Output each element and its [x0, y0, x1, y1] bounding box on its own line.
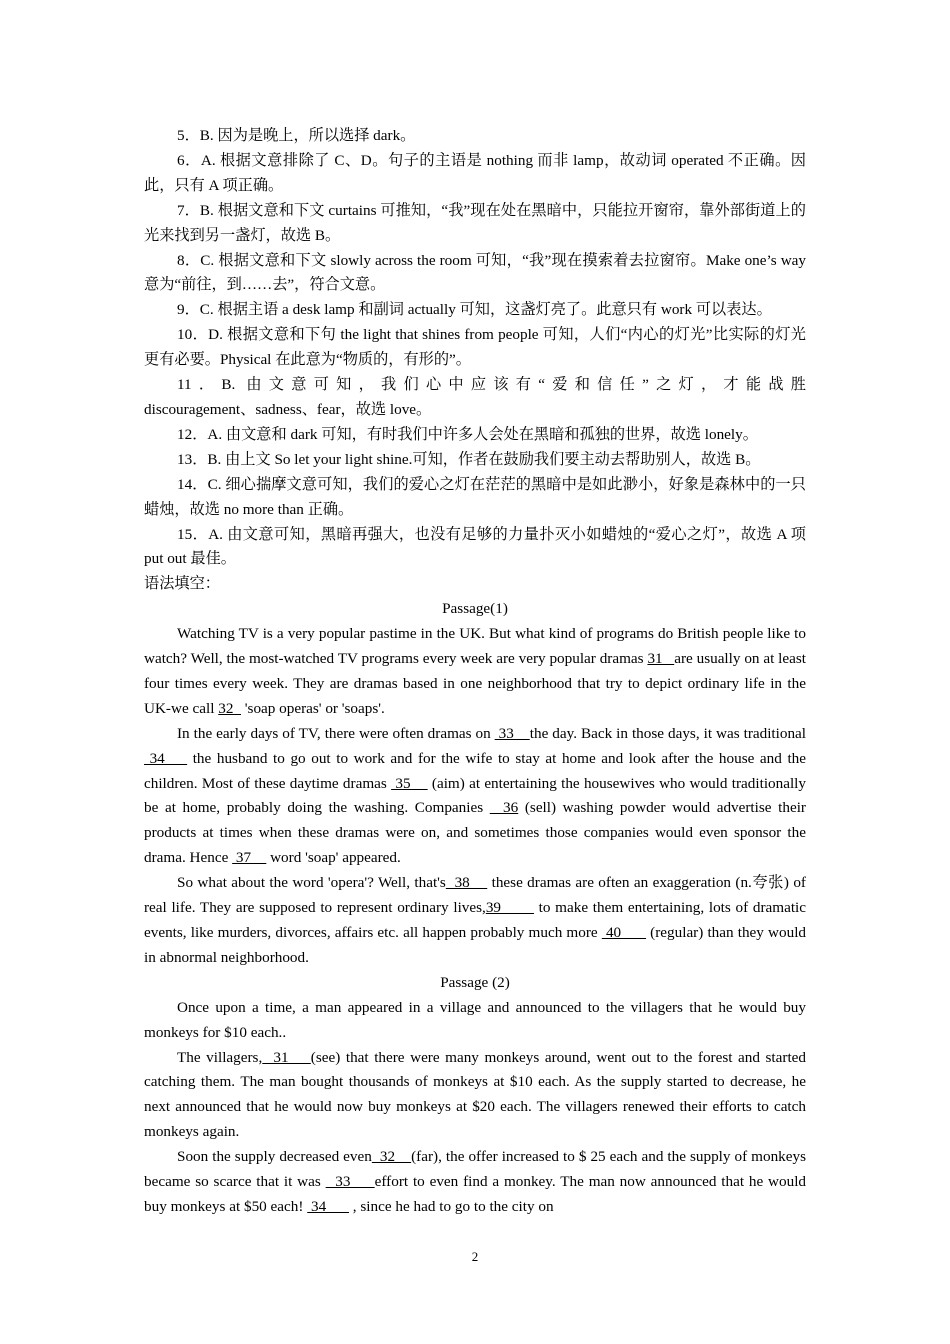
blank-p2-33: 33: [325, 1173, 375, 1191]
passage2-paragraph2: The villagers, 31 (see) that there were many monkeys around, went out to the forest and started catching them. The man bought thousands of monkeys at $10 each. As the supply started to decrease, he next announced that he would now buy monkeys at $20 each. The villagers renewed their efforts to catch monkeys again.: [144, 1048, 806, 1141]
answer-8: 8．C. 根据文意和下文 slowly across the room 可知，“我”现在摸索着去拉窗帘。Make one’s way 意为“前往，到……去”，符合文意。: [144, 251, 806, 294]
answer-9: 9．C. 根据主语 a desk lamp 和副词 actually 可知，这盏灯亮了。此意只有 work 可以表达。: [177, 301, 772, 319]
answer-5: 5．B. 因为是晚上，所以选择 dark。: [177, 127, 416, 144]
passage2-title: Passage (2): [440, 973, 510, 991]
blank-p2-34: 34: [307, 1197, 349, 1215]
passage1-paragraph3: So what about the word 'opera'? Well, that's 38 these dramas are often an exaggeration (n.夸张) of real life. They are supposed to represent ordinary lives,39 to make them entertaining, lots of dramatic events, like murders, divorces, affairs etc. all happen probably much more 40 (regular) than they would in abnormal neighborhood.: [144, 874, 807, 966]
blank-p2-32: 32: [371, 1148, 412, 1166]
page-number: 2: [471, 1249, 479, 1264]
blank-32: 32: [218, 699, 241, 717]
answer-6: 6．A. 根据文意排除了 C、D。句子的主语是 nothing 而非 lamp，故动词 operated 不正确。因此，只有 A 项正确。: [144, 151, 806, 194]
passage1-paragraph2: In the early days of TV, there were often dramas on 33 the day. Back in those days, it was traditional 34 the husband to go out to work and for the wife to stay at home and look after the house and the children. Most of these daytime dramas 35 (aim) at entertaining the housewives who would traditionally be at home, probably doing the washing. Companies 36 (sell) washing powder would advertise their products at times when these dramas were on, and sometimes those companies would even sponsor the drama. Hence 37 word 'soap' appeared.: [144, 724, 807, 867]
blank-38: 38: [445, 874, 488, 892]
document-page: [144, 124, 806, 1220]
blank-35: 35: [391, 774, 428, 792]
blank-40: 40: [601, 924, 647, 941]
section-label: 语法填空：: [144, 575, 220, 593]
answer-7: 7．B. 根据文意和下文 curtains 可推知，“我”现在处在黑暗中，只能拉开窗帘，靠外部街道上的光来找到另一盏灯，故选 B。: [144, 201, 806, 244]
blank-37: 37: [232, 849, 267, 867]
blank-34: 34: [144, 749, 188, 767]
blank-p2-31: 31: [262, 1048, 311, 1066]
blank-36: 36: [489, 799, 519, 817]
blank-33: 33: [494, 724, 530, 742]
passage2-paragraph3: Soon the supply decreased even 32 (far), the offer increased to $ 25 each and the supply of monkeys became so scarce that it was 33 effort to even find a monkey. The man now announced that he would buy monkeys at $50 each! 34 , since he had to go to the city on: [144, 1148, 807, 1215]
blank-39: 39: [485, 899, 534, 917]
passage1-title: Passage(1): [442, 600, 508, 618]
answer-11-line2: discouragement、sadness、fear，故选 love。: [144, 400, 432, 418]
answer-14: 14．C. 细心揣摩文意可知，我们的爱心之灯在茫茫的黑暗中是如此渺小，好象是森林中的一只蜡烛，故选 no more than 正确。: [144, 475, 806, 518]
answer-11-line1: 11．B. 由文意可知，我们心中应该有“爱和信任”之灯，才能战胜: [177, 376, 806, 394]
answer-15: 15．A. 由文意可知，黑暗再强大，也没有足够的力量扑灭小如蜡烛的“爱心之灯”，故选 A 项 put out 最佳。: [144, 525, 806, 568]
answer-12: 12．A. 由文意和 dark 可知，有时我们中许多人会处在黑暗和孤独的世界，故选 lonely。: [177, 425, 758, 443]
blank-31: 31: [647, 650, 675, 668]
passage1-paragraph1: Watching TV is a very popular pastime in the UK. But what kind of programs do British people like to watch? Well, the most-watched TV programs every week are very popular dramas 31 are usually on at least four times every week. They are dramas based in one neighborhood that try to depict ordinary life in the UK-we call 32 'soap operas' or 'soaps'.: [144, 625, 807, 717]
answer-10: 10．D. 根据文意和下句 the light that shines from people 可知，人们“内心的灯光”比实际的灯光更有必要。Physical 在此意为“物质的，有形的”。: [144, 326, 806, 369]
answer-13: 13．B. 由上文 So let your light shine.可知，作者在鼓励我们要主动去帮助别人，故选 B。: [177, 450, 761, 468]
passage2-paragraph1: Once upon a time, a man appeared in a village and announced to the villagers that he would buy monkeys for $10 each..: [144, 998, 806, 1041]
